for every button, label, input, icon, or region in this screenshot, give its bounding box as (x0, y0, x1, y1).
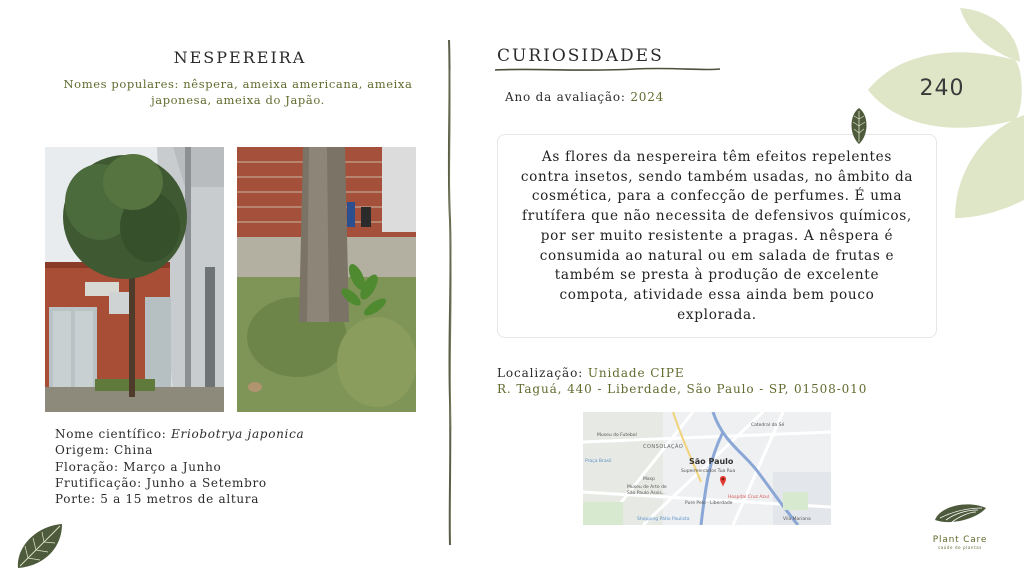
evaluation-year-label: Ano da avaliação: (505, 90, 631, 104)
plant-number-badge: 240 (919, 76, 965, 101)
map-city-label: São Paulo (689, 457, 734, 466)
brand-name: Plant Care (932, 535, 988, 545)
leaf-icon-bottom (14, 522, 64, 570)
scientific-name-label: Nome científico: (55, 427, 172, 441)
plant-info (55, 426, 415, 507)
address: R. Taguá, 440 - Liberdade, São Paulo - SP, 01508-010 (497, 382, 868, 396)
scientific-name-row (55, 426, 415, 442)
svg-text:Masp: Masp (643, 477, 655, 482)
svg-text:Hospital Cruz Azul: Hospital Cruz Azul (728, 495, 769, 500)
svg-text:Catedral da Sé: Catedral da Sé (751, 423, 785, 428)
fruiting-row: Frutificação: Junho a Setembro (55, 475, 267, 490)
trunk-photo (237, 147, 416, 412)
svg-text:Museu de Arte de: Museu de Arte de (627, 485, 667, 490)
curiosities-title: CURIOSIDADES (497, 46, 664, 66)
svg-text:CONSOLAÇÃO: CONSOLAÇÃO (643, 444, 684, 450)
svg-text:São Paulo Assis...: São Paulo Assis... (627, 491, 667, 496)
svg-text:Pure Pelo · Liberdade: Pure Pelo · Liberdade (685, 501, 733, 506)
location-map[interactable] (583, 412, 831, 525)
svg-text:Shopping Pátio Paulista: Shopping Pátio Paulista (637, 517, 690, 522)
location-row (497, 365, 867, 381)
title-underline (495, 66, 720, 74)
svg-text:Vila Mariana: Vila Mariana (783, 517, 811, 522)
column-divider (440, 40, 460, 545)
location-value: Unidade CIPE (587, 366, 685, 380)
brand-tagline: saúde de plantas (938, 545, 982, 550)
size-row: Porte: 5 a 15 metros de altura (55, 492, 260, 507)
origin-row: Origem: China (55, 443, 154, 458)
svg-text:Supermercados Tua Rua: Supermercados Tua Rua (681, 469, 736, 474)
evaluation-year (505, 90, 664, 104)
leaf-decoration (860, 0, 1024, 230)
leaf-icon (848, 107, 870, 145)
location-block (497, 365, 867, 397)
tree-photo (45, 147, 224, 412)
popular-names: Nomes populares: nêspera, ameixa americana, ameixa japonesa, ameixa do Japão. (63, 77, 413, 107)
evaluation-year-value: 2024 (630, 90, 665, 104)
location-label: Localização: (497, 366, 588, 380)
svg-text:Praça Brasil: Praça Brasil (585, 459, 612, 464)
scientific-name-value: Eriobotrya japonica (171, 427, 305, 441)
svg-text:Museu do Futebol: Museu do Futebol (597, 433, 637, 438)
flowering-row: Floração: Março a Junho (55, 459, 222, 474)
curiosity-text: As flores da nespereira têm efeitos repelentes contra insetos, sendo também usadas, no âmbito da cosmética, para a confecção de perfumes. É uma frutífera que não necessita de defensivos químicos, por ser muito resistente a pragas. A nêspera é consumida ao natural ou em salada de frutas e também se presta à produção de excelente compota, atividade essa ainda bem pouco explorada. (520, 149, 914, 323)
plant-title: NESPEREIRA (173, 48, 307, 67)
